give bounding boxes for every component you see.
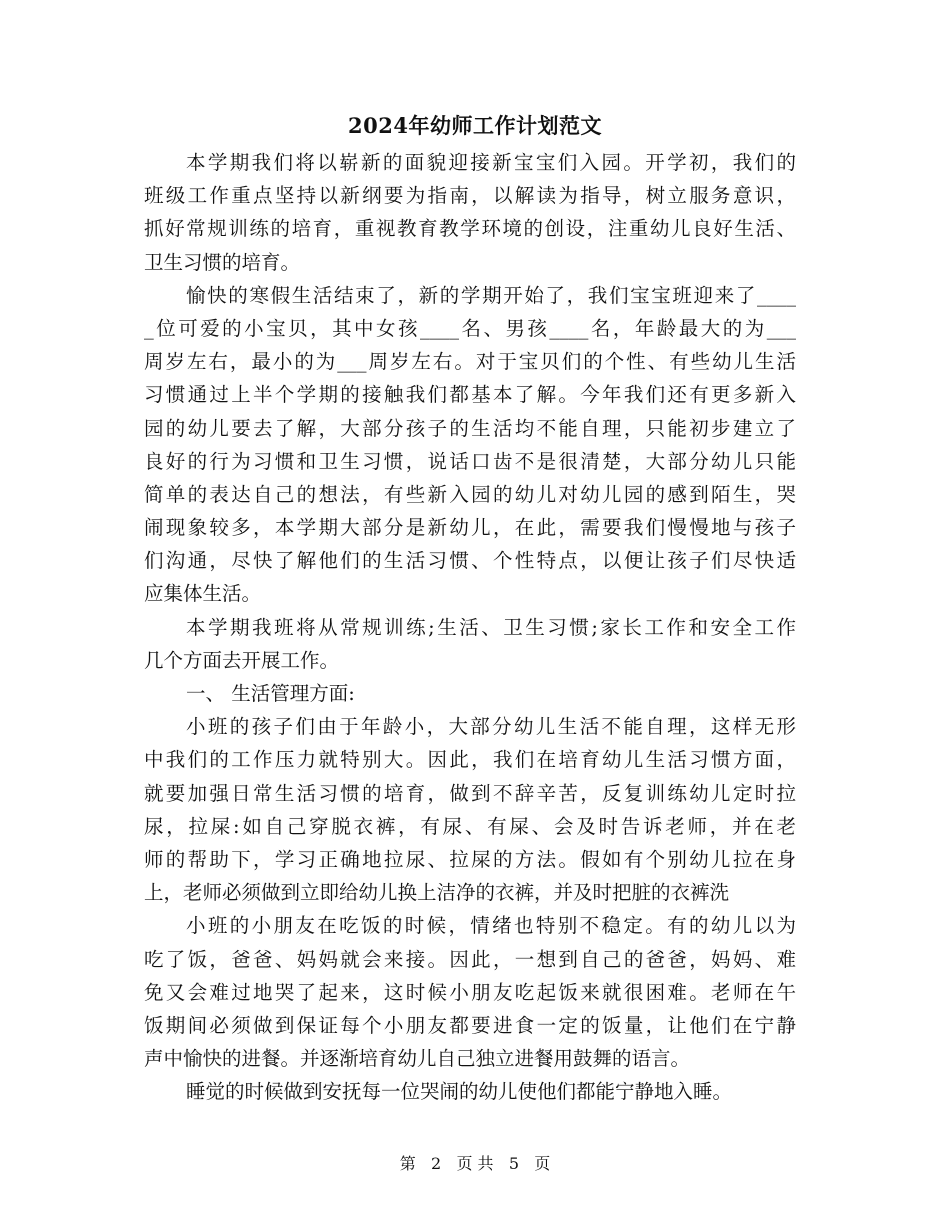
text-line: 就要加强日常生活习惯的培育，做到不辞辛苦，反复训练幼儿定时拉 xyxy=(144,781,796,805)
footer-total-pages: 5 xyxy=(508,1154,520,1173)
text-line: 应集体生活。 xyxy=(144,582,262,606)
text-line: 尿，拉屎:如自己穿脱衣裤，有尿、有屎、会及时告诉老师，并在老 xyxy=(144,814,796,838)
text-line: 师的帮助下，学习正确地拉尿、拉屎的方法。假如有个别幼儿拉在身 xyxy=(144,847,796,871)
footer-middle: 页 共 xyxy=(456,1154,494,1173)
text-line: 闹现象较多，本学期大部分是新幼儿，在此，需要我们慢慢地与孩子 xyxy=(144,516,796,540)
text-line: 园的幼儿要去了解，大部分孩子的生活均不能自理，只能初步建立了 xyxy=(144,416,796,440)
text-line: 本学期我们将以崭新的面貌迎接新宝宝们入园。开学初，我们的 xyxy=(186,151,796,174)
text-line: 卫生习惯的培育。 xyxy=(144,250,301,274)
text-line: 免又会难过地哭了起来，这时候小朋友吃起饭来就很困难。老师在午 xyxy=(144,980,796,1004)
text-line: 上，老师必须做到立即给幼儿换上洁净的衣裤，并及时把脏的衣裤洗 xyxy=(144,881,730,905)
text-line: 班级工作重点坚持以新纲要为指南，以解读为指导，树立服务意识， xyxy=(144,184,796,208)
text-line: 们沟通，尽快了解他们的生活习惯、个性特点，以便让孩子们尽快适 xyxy=(144,549,796,573)
text-line: 本学期我班将从常规训练;生活、卫生习惯;家长工作和安全工作 xyxy=(186,615,796,639)
text-line: 声中愉快的进餐。并逐渐培育幼儿自己独立进餐用鼓舞的语言。 xyxy=(144,1047,691,1071)
text-line: 习惯通过上半个学期的接触我们都基本了解。今年我们还有更多新入 xyxy=(144,383,796,407)
text-line: 睡觉的时候做到安抚每一位哭闹的幼儿使他们都能宁静地入睡。 xyxy=(186,1080,733,1104)
text-line: 简单的表达自己的想法，有些新入园的幼儿对幼儿园的感到陌生，哭 xyxy=(144,482,796,506)
text-line: 愉快的寒假生活结束了，新的学期开始了，我们宝宝班迎来了____ xyxy=(186,283,796,307)
footer-suffix: 页 xyxy=(534,1154,551,1173)
text-line: 小班的孩子们由于年龄小，大部分幼儿生活不能自理，这样无形 xyxy=(186,715,796,739)
text-line: 一、 生活管理方面: xyxy=(186,682,355,705)
text-line: _位可爱的小宝贝，其中女孩____名、男孩____名，年龄最大的为___ xyxy=(144,316,796,340)
text-line: 吃了饭，爸爸、妈妈就会来接。因此，一想到自己的爸爸，妈妈、难 xyxy=(144,947,796,971)
text-line: 中我们的工作压力就特别大。因此，我们在培育幼儿生活习惯方面， xyxy=(144,748,796,772)
document-title: 2024年幼师工作计划范文 xyxy=(348,113,602,138)
footer-prefix: 第 xyxy=(399,1154,416,1173)
footer-page-number: 2 xyxy=(430,1154,442,1173)
text-line: 周岁左右，最小的为___周岁左右。对于宝贝们的个性、有些幼儿生活 xyxy=(144,350,796,374)
text-line: 几个方面去开展工作。 xyxy=(144,648,340,672)
text-line: 抓好常规训练的培育，重视教育教学环境的创设，注重幼儿良好生活、 xyxy=(144,217,796,241)
text-line: 良好的行为习惯和卫生习惯，说话口齿不是很清楚，大部分幼儿只能 xyxy=(144,449,796,473)
text-line: 饭期间必须做到保证每个小朋友都要进食一定的饭量，让他们在宁静 xyxy=(144,1013,796,1037)
text-line: 小班的小朋友在吃饭的时候，情绪也特别不稳定。有的幼儿以为 xyxy=(186,914,796,938)
document-body xyxy=(144,146,796,1108)
page-footer xyxy=(0,1152,950,1176)
